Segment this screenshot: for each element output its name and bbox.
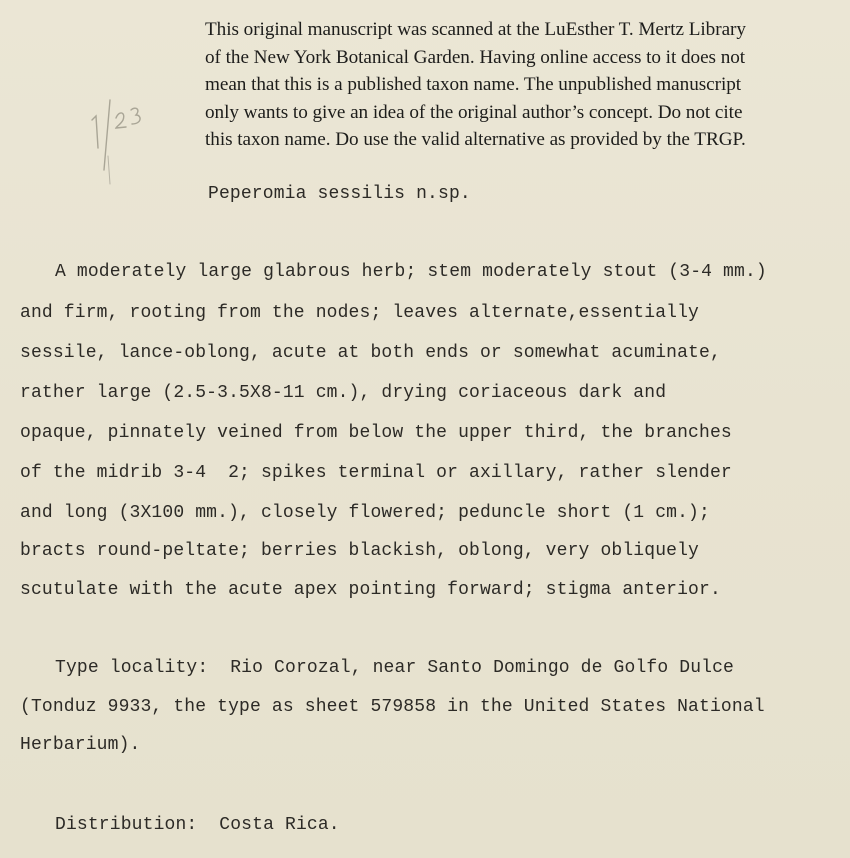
description-line: of the midrib 3-4 2; spikes terminal or axillary, rather slender [20, 463, 732, 483]
pencil-annotation [86, 96, 166, 186]
species-title: Peperomia sessilis n.sp. [208, 184, 471, 204]
description-line: A moderately large glabrous herb; stem moderately stout (3-4 mm.) [55, 262, 767, 282]
distribution-line: Distribution: Costa Rica. [55, 815, 340, 835]
notice-line: mean that this is a published taxon name. The unpublished manuscript [205, 74, 742, 95]
description-line: and long (3X100 mm.), closely flowered; peduncle short (1 cm.); [20, 503, 710, 523]
type-locality-line: (Tonduz 9933, the type as sheet 579858 in the United States National [20, 697, 765, 717]
description-line: opaque, pinnately veined from below the upper third, the branches [20, 423, 732, 443]
notice-line: only wants to give an idea of the original author’s concept. Do not cite [205, 101, 743, 123]
description-line: sessile, lance-oblong, acute at both ends or somewhat acuminate, [20, 343, 721, 363]
description-line: rather large (2.5-3.5X8-11 cm.), drying coriaceous dark and [20, 383, 667, 403]
type-locality-line: Herbarium). [20, 735, 141, 755]
notice-line: this taxon name. Do use the valid alternative as provided by the TRGP. [205, 129, 746, 150]
description-line: scutulate with the acute apex pointing forward; stigma anterior. [20, 580, 721, 600]
library-notice [205, 16, 835, 154]
description-line: and firm, rooting from the nodes; leaves alternate,essentially [20, 303, 700, 323]
type-locality-line: Type locality: Rio Corozal, near Santo Domingo de Golfo Dulce [55, 658, 735, 678]
description-line: bracts round-peltate; berries blackish, oblong, very obliquely [20, 541, 700, 561]
notice-line: of the New York Botanical Garden. Having online access to it does not [205, 46, 746, 68]
notice-line: This original manuscript was scanned at the LuEsther T. Mertz Library [205, 19, 746, 40]
